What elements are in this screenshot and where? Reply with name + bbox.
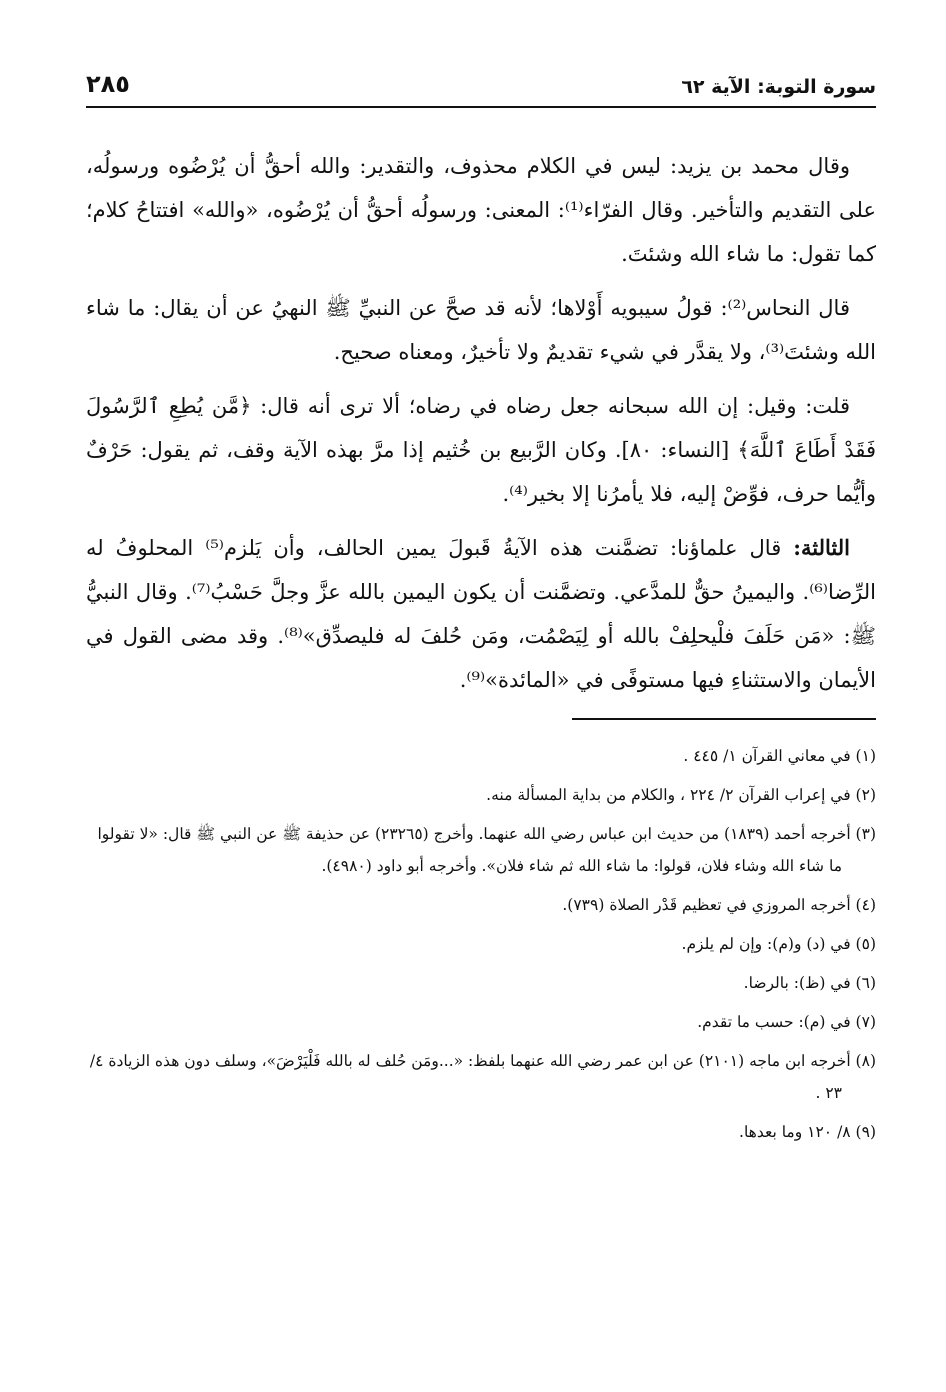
footnote: (٩) ٨/ ١٢٠ وما بعدها. [739,1123,876,1141]
footnote-separator [572,718,876,720]
running-title: سورة التوبة: الآية ٦٢ [681,76,876,98]
main-text [86,144,876,702]
paragraph: قلت: وقيل: إن الله سبحانه جعل رضاه في رضاه؛ ألا ترى أنه قال: ﴿مَّن يُطِعِ ٱلرَّسُولَ فَقَدْ أَطَاعَ ٱللَّهَ﴾ [النساء: ٨٠]. وكان الرَّبيع بن خُثيم إذا مرَّ بهذه الآية وقف، ثم يقول: حَرْفٌ وأيُّما حرف، فوِّضْ إليه، فلا يأمرُنا إلا بخير⁽⁴⁾. [86,394,876,506]
footnote: (٧) في (م): حسب ما تقدم. [697,1013,876,1031]
section-text: قال علماؤنا: تضمَّنت هذه الآيةُ قَبولَ يمين الحالف، وأن يَلزم⁽⁵⁾ المحلوفُ له الرِّضا⁽⁶⁾. واليمينُ حقٌّ للمدَّعي. وتضمَّنت أن يكون اليمين بالله عزَّ وجلَّ حَسْبُ⁽⁷⁾. وقال النبيُّ ﷺ: «مَن حَلَفَ فلْيحلِفْ بالله أو لِيَصْمُت، ومَن حُلفَ له فليصدِّق»⁽⁸⁾. وقد مضى القول في الأيمان والاستثناءِ فيها مستوفًى في «المائدة»⁽⁹⁾. [86,536,876,692]
paragraph: قال النحاس⁽²⁾: قولُ سيبويه أَوْلاها؛ لأنه قد صحَّ عن النبيِّ ﷺ النهيُ عن أن يقال: ما شاء الله وشئتَ⁽³⁾، ولا يقدَّر في شيء تقديمٌ ولا تأخيرٌ، ومعناه صحيح. [86,296,876,364]
footnote: (٣) أخرجه أحمد (١٨٣٩) من حديث ابن عباس رضي الله عنهما. وأخرج (٢٣٢٦٥) عن حذيفة ﷺ عن النبي ﷺ قال: «لا تقولوا ما شاء الله وشاء فلان، قولوا: ما شاء الله ثم شاء فلان». وأخرجه أبو داود (٤٩٨٠). [97,825,876,875]
footnote: (١) في معاني القرآن ١/ ٤٤٥ . [683,747,876,765]
running-header [86,58,876,98]
section-lead: الثالثة: [793,535,850,560]
footnotes [86,740,876,1148]
footnote: (٨) أخرجه ابن ماجه (٢١٠١) عن ابن عمر رضي الله عنهما بلفظ: «...ومَن حُلف له بالله فَلْيَرْضَ»، وسلف دون هذه الزيادة ٤/ ٢٣ . [89,1052,876,1102]
paragraph: وقال محمد بن يزيد: ليس في الكلام محذوف، والتقدير: والله أحقُّ أن يُرْضُوه ورسولُه، على التقديم والتأخير. وقال الفرّاء⁽¹⁾: المعنى: ورسولُه أحقُّ أن يُرْضُوه، «والله» افتتاحُ كلام؛ كما تقول: ما شاء الله وشئتَ. [86,154,877,266]
footnote: (٦) في (ظ): بالرضا. [743,974,876,992]
paragraph-third [86,526,876,702]
footnote: (٢) في إعراب القرآن ٢/ ٢٢٤ ، والكلام من بداية المسألة منه. [486,786,876,804]
header-rule [86,106,876,108]
page-number: ٢٨٥ [86,70,130,98]
footnote: (٤) أخرجه المروزي في تعظيم قَدْر الصلاة (٧٣٩). [562,896,876,914]
footnote: (٥) في (د) و(م): وإن لم يلزم. [681,935,876,953]
